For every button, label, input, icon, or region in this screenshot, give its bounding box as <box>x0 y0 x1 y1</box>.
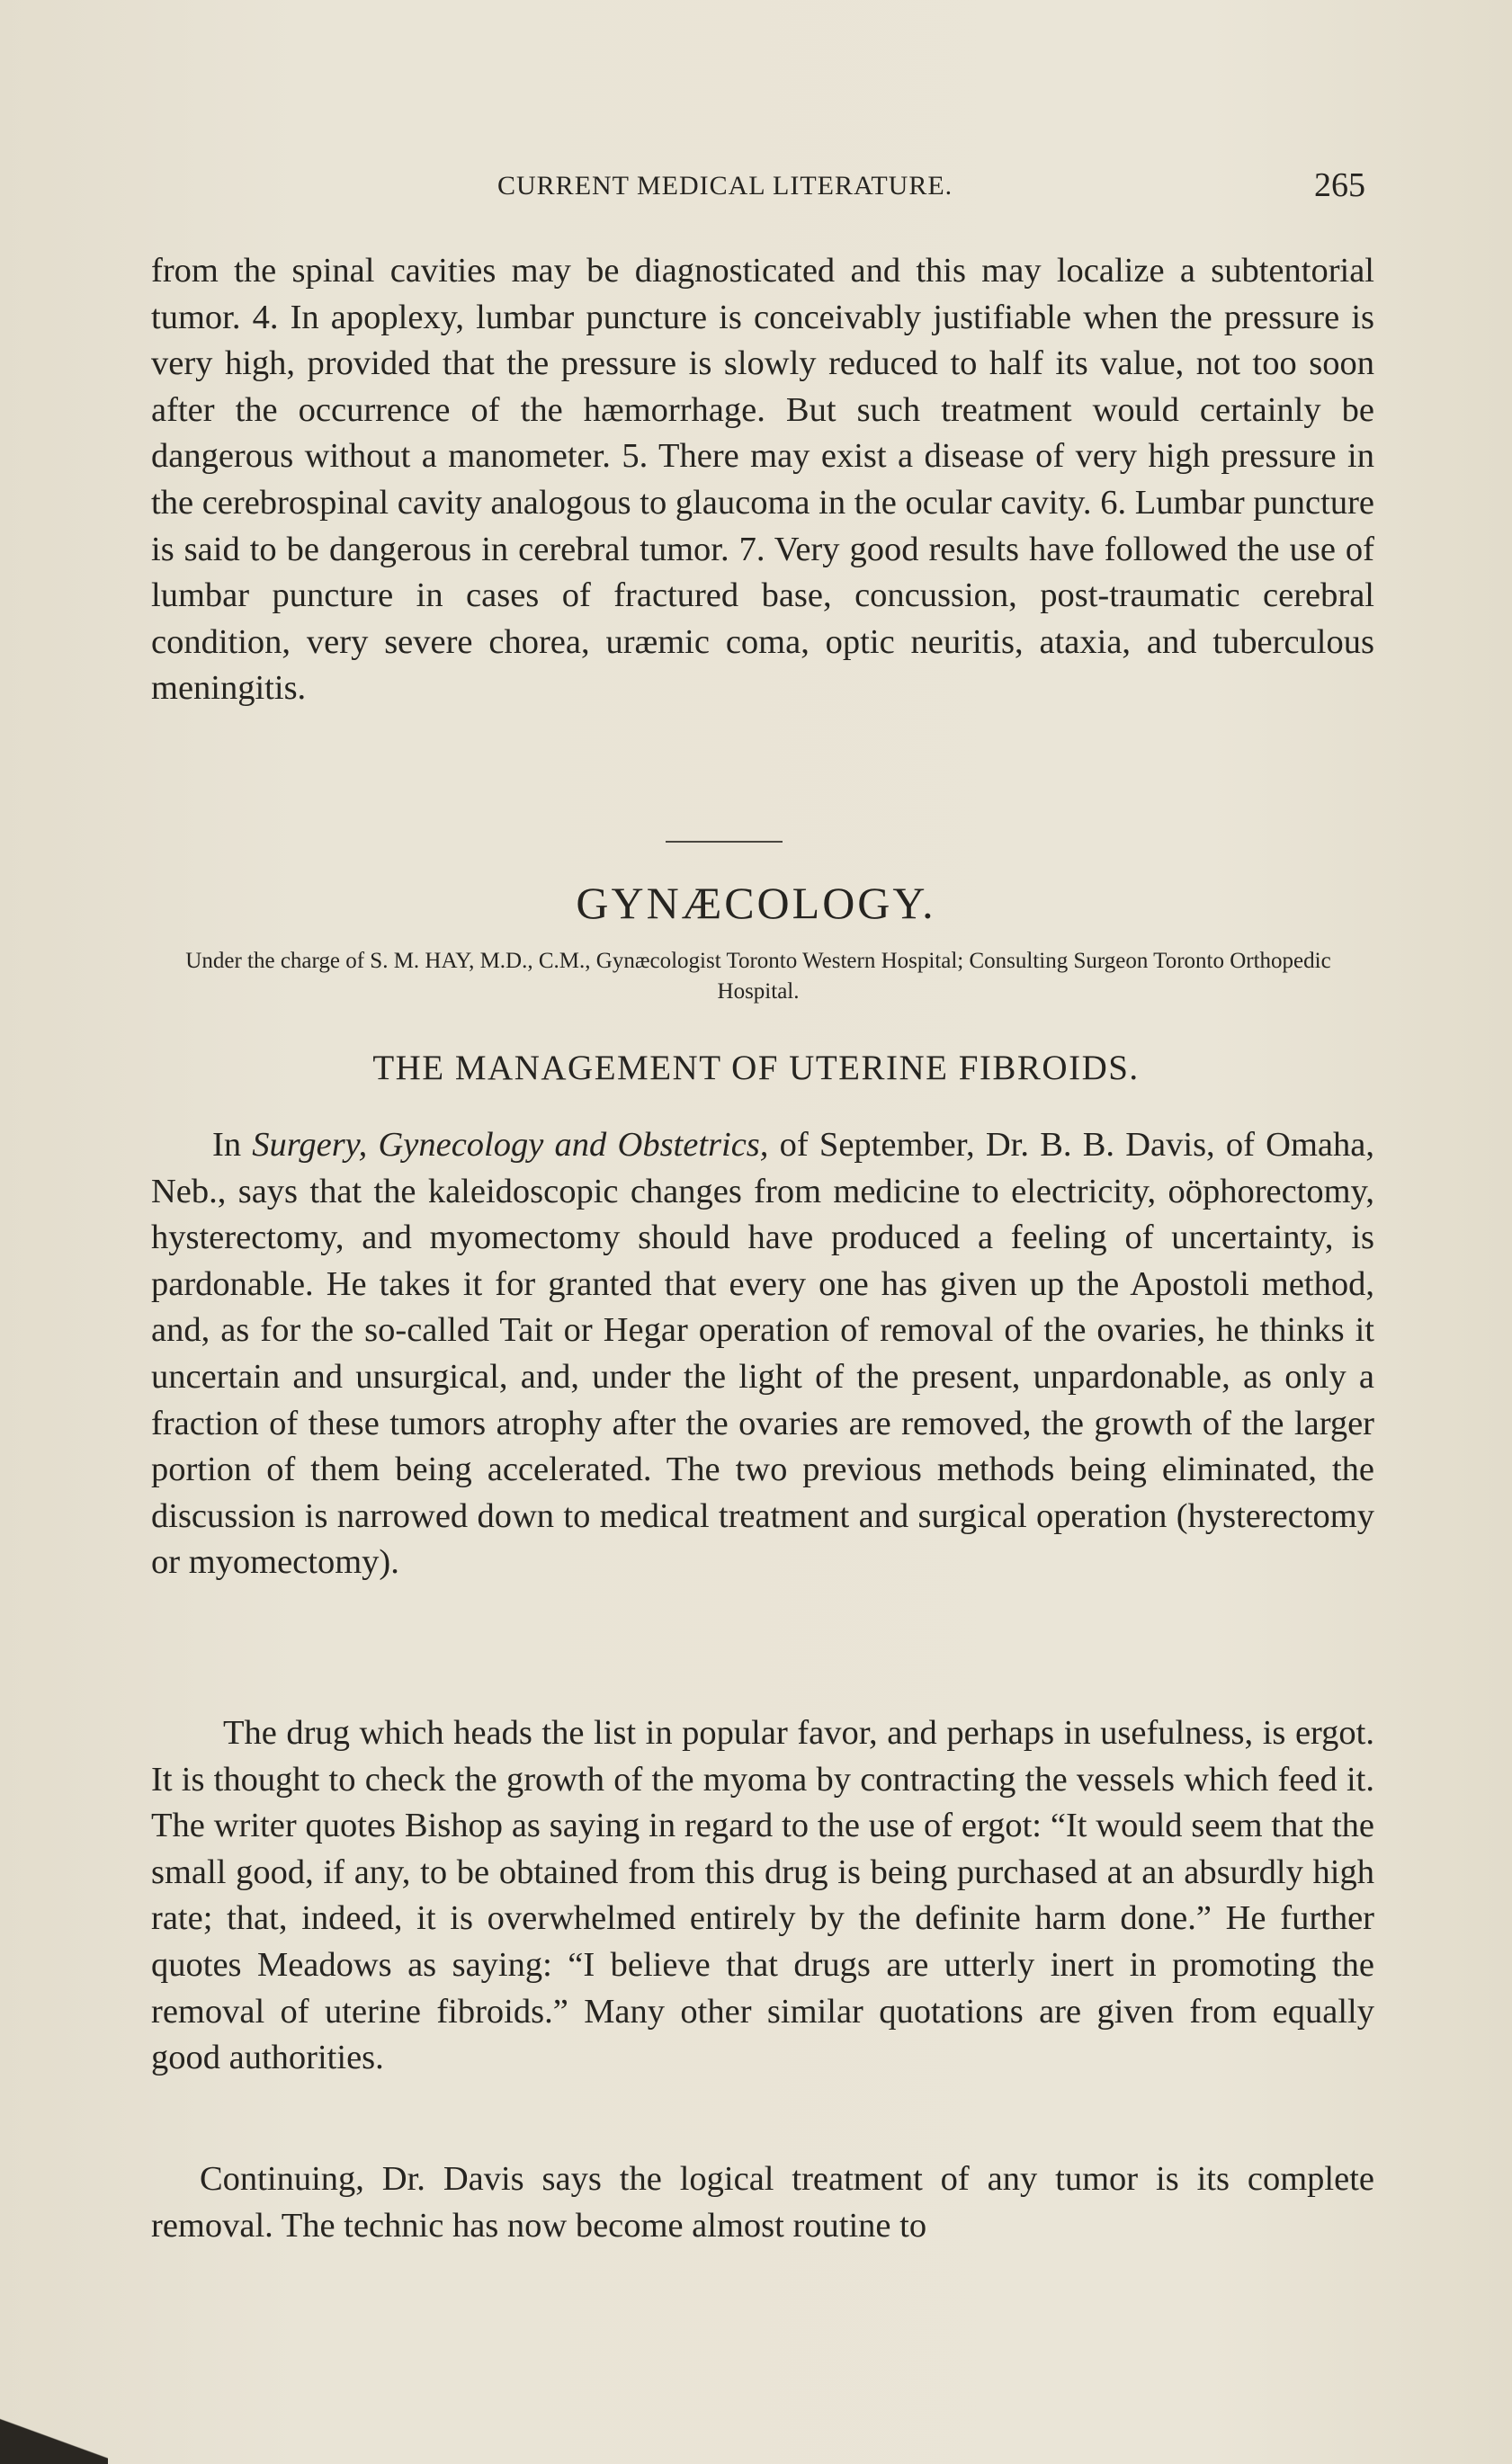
paragraph-text: of September, Dr. B. B. Davis, of Omaha, Neb., says that the kaleidoscopic changes from medicine to electricity, oöphorectomy, hysterectomy, and myomectomy should have produced a feeling of uncertainty, is pardonable. He takes it for granted that every one has given up the Apostoli method, and, as for the so-called Tait or Hegar operation of removal of the ovaries, he thinks it uncertain and unsurgical, and, under the light of the present, unpardonable, as only a fraction of these tumors atrophy after the ovaries are removed, the growth of the larger portion of them being accelerated. The two previous methods being eliminated, the discussion is narrowed down to medical treatment and surgical operation (hysterectomy or myomectomy). <box>151 1126 1374 1582</box>
continued-paragraph: from the spinal cavities may be diagnosticated and this may localize a subtentorial tumor. 4. In apoplexy, lumbar puncture is conceivably justifiable when the pressure is very high, provided that the pressure is slowly reduced to half its value, not too soon after the occurrence of the hæmorrhage. But such treatment would certainly be dangerous without a manometer. 5. There may exist a disease of very high pressure in the cerebrospinal cavity analogous to glaucoma in the ocular cavity. 6. Lumbar puncture is said to be dangerous in cerebral tumor. 7. Very good results have followed the use of lumbar puncture in cases of fractured base, concussion, post-traumatic cerebral condition, very severe chorea, uræmic coma, optic neuritis, ataxia, and tuberculous meningitis. <box>151 252 1374 708</box>
journal-title: Surgery, Gynecology and Obstetrics, <box>252 1126 769 1164</box>
running-head <box>151 162 1365 216</box>
article-title: THE MANAGEMENT OF UTERINE FIBROIDS. <box>372 1049 1140 1087</box>
section-charge-note: Under the charge of S. M. HAY, M.D., C.M., Gynæcologist Toronto Western Hospital; Consulting Surgeon Toronto Orthopedic Hospital. <box>185 949 1331 1004</box>
article-paragraph-2: The drug which heads the list in popular favor, and perhaps in usefulness, is ergot. It is thought to check the growth of the myoma by contracting the vessels which feed it. The writer quotes Bishop as saying in regard to the use of ergot: “It would seem that the small good, if any, to be obtained from this drug is being purchased at an absurdly high rate; that, indeed, it is overwhelmed entirely by the definite harm done.” He further quotes Meadows as saying: “I believe that drugs are utterly inert in promoting the removal of uterine fibroids.” Many other similar quotations are given from equally good authorities. <box>151 1714 1374 2077</box>
article-paragraph-3: Continuing, Dr. Davis says the logical treatment of any tumor is its complete removal. The technic has now become almost routine to <box>151 2160 1374 2245</box>
article-paragraph-1 <box>151 1122 1374 1586</box>
section-heading: GYNÆCOLOGY. <box>576 878 936 928</box>
paragraph-lead: In <box>212 1126 253 1164</box>
section-divider <box>666 841 783 843</box>
page-shadow <box>0 2392 108 2464</box>
running-title: CURRENT MEDICAL LITERATURE. <box>497 171 953 201</box>
page-number: 265 <box>1314 166 1365 204</box>
